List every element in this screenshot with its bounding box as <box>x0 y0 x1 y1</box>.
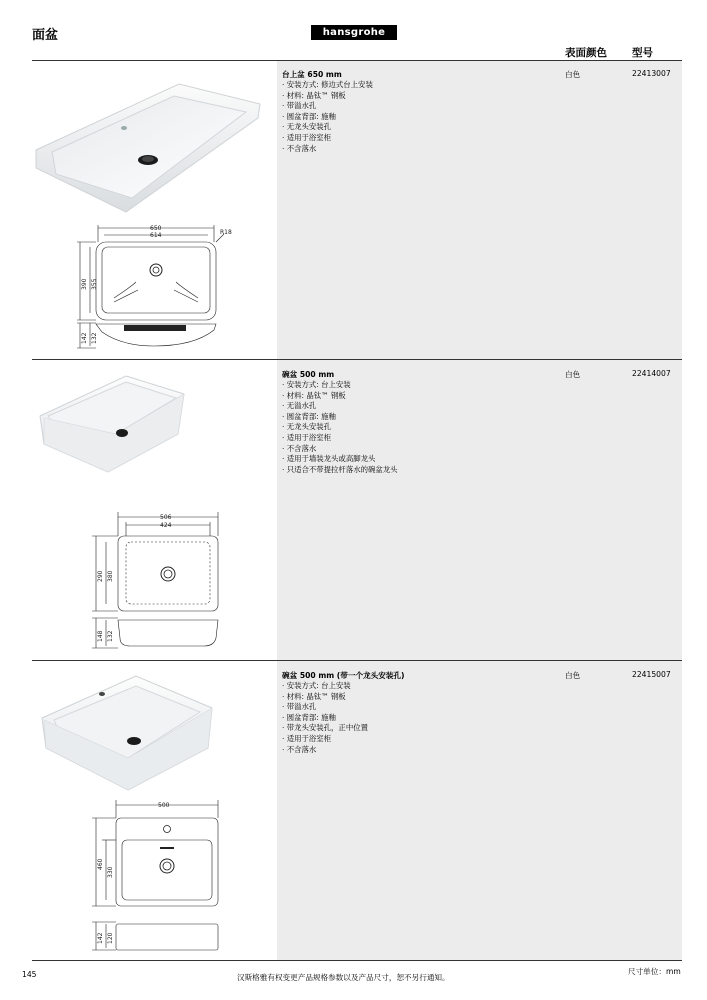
dim-depth-outer: 380 <box>107 570 114 582</box>
product-title: 碗盆 500 mm (带一个龙头安装孔) <box>282 671 405 680</box>
feature-item: · 材料: 晶钛™ 钢板 <box>282 90 346 100</box>
product-photo-vessel-basin <box>38 372 188 477</box>
feature-item: · 适用于浴室柜 <box>282 733 332 743</box>
product-feature-list <box>282 80 373 154</box>
dim-height-inner: 132 <box>107 630 114 642</box>
column-header-color: 表面颜色 <box>565 47 607 59</box>
product-photo-vessel-basin-tap-hole <box>40 674 216 792</box>
feature-item: · 无龙头安装孔 <box>282 122 332 132</box>
dim-height-outer: 142 <box>97 932 104 944</box>
dim-width-outer: 506 <box>160 514 172 521</box>
product-model-number: 22413007 <box>632 69 671 78</box>
product-color: 白色 <box>565 671 581 680</box>
disclaimer: 汉斯格雅有权变更产品规格参数以及产品尺寸，恕不另行通知。 <box>237 973 450 982</box>
product-feature-list <box>282 380 398 475</box>
feature-item: · 圆盆背部: 施釉 <box>282 111 336 121</box>
dim-width-outer: 650 <box>150 225 162 232</box>
brand-logo: hansgrohe <box>311 25 397 40</box>
dim-depth-inner: 355 <box>91 278 98 290</box>
feature-item: · 不含落水 <box>282 443 317 453</box>
product-photo-countertop-basin <box>34 80 264 215</box>
dim-height-inner: 120 <box>107 932 114 944</box>
technical-drawing-22415007 <box>86 796 226 956</box>
dim-width-outer: 500 <box>158 802 170 809</box>
product-color: 白色 <box>565 70 581 79</box>
product-feature-list <box>282 681 368 755</box>
feature-item: · 适用于墙装龙头或高脚龙头 <box>282 454 376 464</box>
dim-radius: R18 <box>220 229 232 236</box>
dim-height-outer: 142 <box>81 332 88 344</box>
dim-depth-outer: 390 <box>81 278 88 290</box>
feature-item: · 只适合不带提拉杆落水的碗盆龙头 <box>282 464 398 474</box>
feature-item: · 适用于浴室柜 <box>282 132 332 142</box>
feature-item: · 材料: 晶钛™ 钢板 <box>282 691 346 701</box>
divider <box>32 660 682 661</box>
product-title: 台上盆 650 mm <box>282 70 342 79</box>
dim-depth-outer: 460 <box>97 858 104 870</box>
feature-item: · 带溢水孔 <box>282 101 317 111</box>
feature-item: · 材料: 晶钛™ 钢板 <box>282 390 346 400</box>
dim-depth-inner: 290 <box>97 570 104 582</box>
info-column-background <box>277 61 682 960</box>
page-title: 面盆 <box>32 28 59 43</box>
technical-drawing-22413007 <box>74 220 244 355</box>
divider <box>32 359 682 360</box>
feature-item: · 带龙头安装孔，正中位置 <box>282 723 368 733</box>
page-number: 145 <box>22 970 37 979</box>
feature-item: · 不含落水 <box>282 143 317 153</box>
feature-item: · 适用于浴室柜 <box>282 432 332 442</box>
product-color: 白色 <box>565 370 581 379</box>
dim-height-inner: 132 <box>91 332 98 344</box>
feature-item: · 无溢水孔 <box>282 401 317 411</box>
feature-item: · 圆盆背部: 施釉 <box>282 411 336 421</box>
product-model-number: 22415007 <box>632 670 671 679</box>
feature-item: · 圆盆背部: 施釉 <box>282 712 336 722</box>
unit-note: 尺寸单位：mm <box>628 967 681 976</box>
feature-item: · 安装方式: 台上安装 <box>282 681 351 690</box>
dim-width-inner: 424 <box>160 522 172 529</box>
dim-depth-inner: 330 <box>107 866 114 878</box>
divider <box>32 60 682 61</box>
feature-item: · 不含落水 <box>282 744 317 754</box>
dim-width-inner: 614 <box>150 232 162 239</box>
product-model-number: 22414007 <box>632 369 671 378</box>
column-header-model: 型号 <box>632 47 653 59</box>
feature-item: · 带溢水孔 <box>282 702 317 712</box>
divider <box>32 960 682 961</box>
feature-item: · 安装方式: 修边式台上安装 <box>282 80 373 89</box>
product-title: 碗盆 500 mm <box>282 370 335 379</box>
feature-item: · 安装方式: 台上安装 <box>282 380 351 389</box>
feature-item: · 无龙头安装孔 <box>282 422 332 432</box>
technical-drawing-22414007 <box>86 508 226 653</box>
dim-height-outer: 148 <box>97 630 104 642</box>
